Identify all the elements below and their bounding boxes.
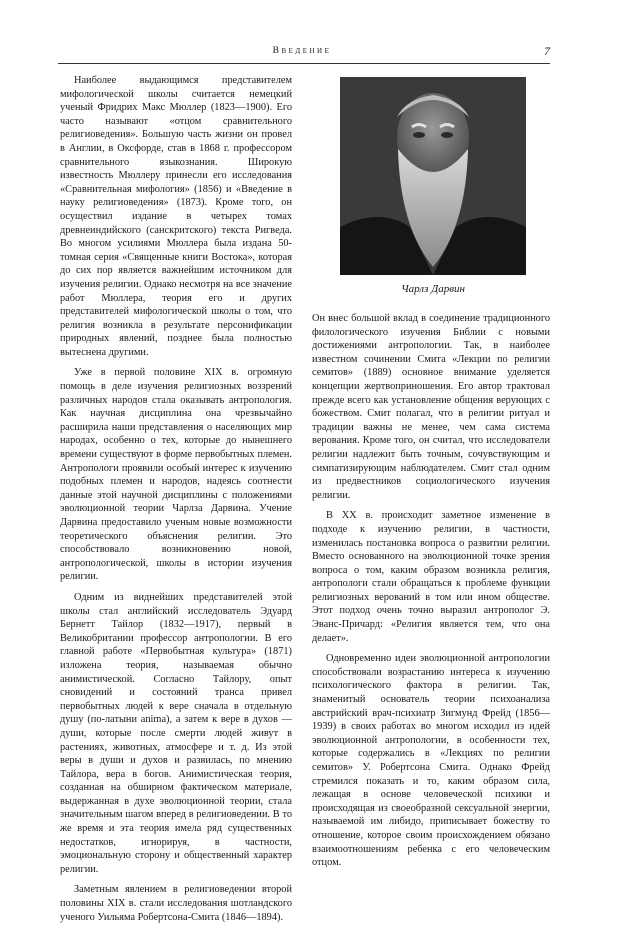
paragraph: Одним из виднейших представителей этой школы стал английский исследователь Эдуард Бернетт Тайлор (1832—1917), первый в Великобритании профессор антропологии. В его главной работе «Первобытная культура» (1871) изложена теория, называемая обычно анимистической. Согласно Тайлору, опыт сновидений и состояний транса привел первобытных людей к вере сначала в отдельную душу (по-латыни anima), а затем к вере в духов — души, которые после смерти людей живут в растениях, животных, атмосфере и т. д. Из этой веры в души и духов и развилась, по мнению Тайлора, вера в богов. Анимистическая теория, созданная на обширном фактическом материале, выдержанная в духе эволюционной теории, стала значительным шагом вперед в религиоведении. В то же время и эта теория имела ряд существенных недостатков, игнорируя, в частности, эмоциональную сторону и общественный характер религии.	[60, 591, 292, 875]
darwin-portrait-photo	[340, 77, 526, 275]
figure-caption: Чарлз Дарвин	[401, 283, 465, 295]
paragraph: Одновременно идеи эволюционной антропологии способствовали возрастанию интереса к изучению психологического фактора в религии. Так, знаменитый основатель теории психоанализа австрийский врач-психиатр Зигмунд Фрейд (1856—1939) в своих работах во многом исходил из идей эволюционной антропологии, в особенности тех, которые содержались в «Лекциях по религии семитов» У. Робертсона Смита. Однако Фрейд стремился показать и то, каким образом сила, лежащая в основе человеческой психики и происходящая из своеобразной сексуальной энергии, называемой им либидо, приписывает божеству то отношение, которое своим происхождением обязано взаимоотношениям ребенка с его человеческим отцом.	[312, 653, 550, 869]
paragraph: Наиболее выдающимся представителем мифологической школы считается немецкий ученый Фридрих Макс Мюллер (1823—1900). Его часто называют «отцом сравнительного религиоведения». Большую часть жизни он провел в Англии, в Оксфорде, став в 1868 г. профессором сравнительного языкознания. Широкую известность Мюллеру принесли его исследования «Сравнительная мифология» (1856) и «Введение в науку религиоведения» (1873). Кроме того, он осуществил издание в четырех томах древнеиндийского (санскритского) текста Ригведа. Во многом усилиями Мюллера была издана 50-томная серия «Священные книги Востока», которая до сих пор является важнейшим источником для изучения религии. Однако несмотря на все значение работ Мюллера, теория его и других представителей мифологической школы о том, что религия возникла в результате персонификации природных явлений, позднее была полностью вытеснена другими.	[60, 75, 292, 358]
section-title: Введение	[272, 46, 332, 56]
paragraph: В XX в. происходит заметное изменение в подходе к изучению религии, в частности, изменилась постановка вопроса о развитии религии. Вместо основанного на эволюционной точке зрения вопроса о том, каким образом возникла религия, антропологи стали обращаться к проблеме функции религиозных верований в том или ином обществе. Этот подход очень точно выразил антрополог Э. Эванс-Причард: «Религия является тем, что она делает».	[312, 510, 550, 644]
paragraph: Заметным явлением в религиоведении второй половины XIX в. стали исследования шотландского ученого Уильяма Робертсона-Смита (1846—1894).	[60, 884, 292, 923]
portrait-image	[340, 77, 526, 275]
left-column	[60, 74, 292, 931]
running-header	[58, 44, 550, 60]
right-column	[312, 312, 550, 877]
header-rule	[58, 63, 550, 64]
page-number: 7	[544, 44, 550, 58]
paragraph: Уже в первой половине XIX в. огромную помощь в деле изучения религиозных воззрений различных народов стала оказывать антропология. Как научная дисциплина она чрезвычайно расширила наши представления о населяющих мир народах, особенно о тех, которые до нынешнего времени существуют в форме первобытных племен. Антропологи проявили особый интерес к изучению подобных племен и народов, надеясь соотнести данные этой научной дисциплины с положениями эволюционной теории Чарлза Дарвина. Учение Дарвина предоставило ученым новые возможности теоретического объяснения религии. Это способствовало возникновению новой, антропологической, школы в истории изучения религии.	[60, 367, 292, 583]
paragraph: Он внес большой вклад в соединение традиционного филологического изучения Библии с новыми достижениями антропологии. Так, в наиболее известном сочинении Смита «Лекции по религии семитов» (1889) основное внимание уделяется концепции жертвоприношения. Его автор трактовал прежде всего как установление общения верующих с божеством. Смит полагал, что в религии ритуал и традиции важны не менее, чем сама система верования. Кроме того, он считал, что исследователи религии надлежит быть точным, сочувствующим и симпатизирующим наблюдателем. Смит стал одним из предвестников социологического изучения религии.	[312, 313, 550, 501]
